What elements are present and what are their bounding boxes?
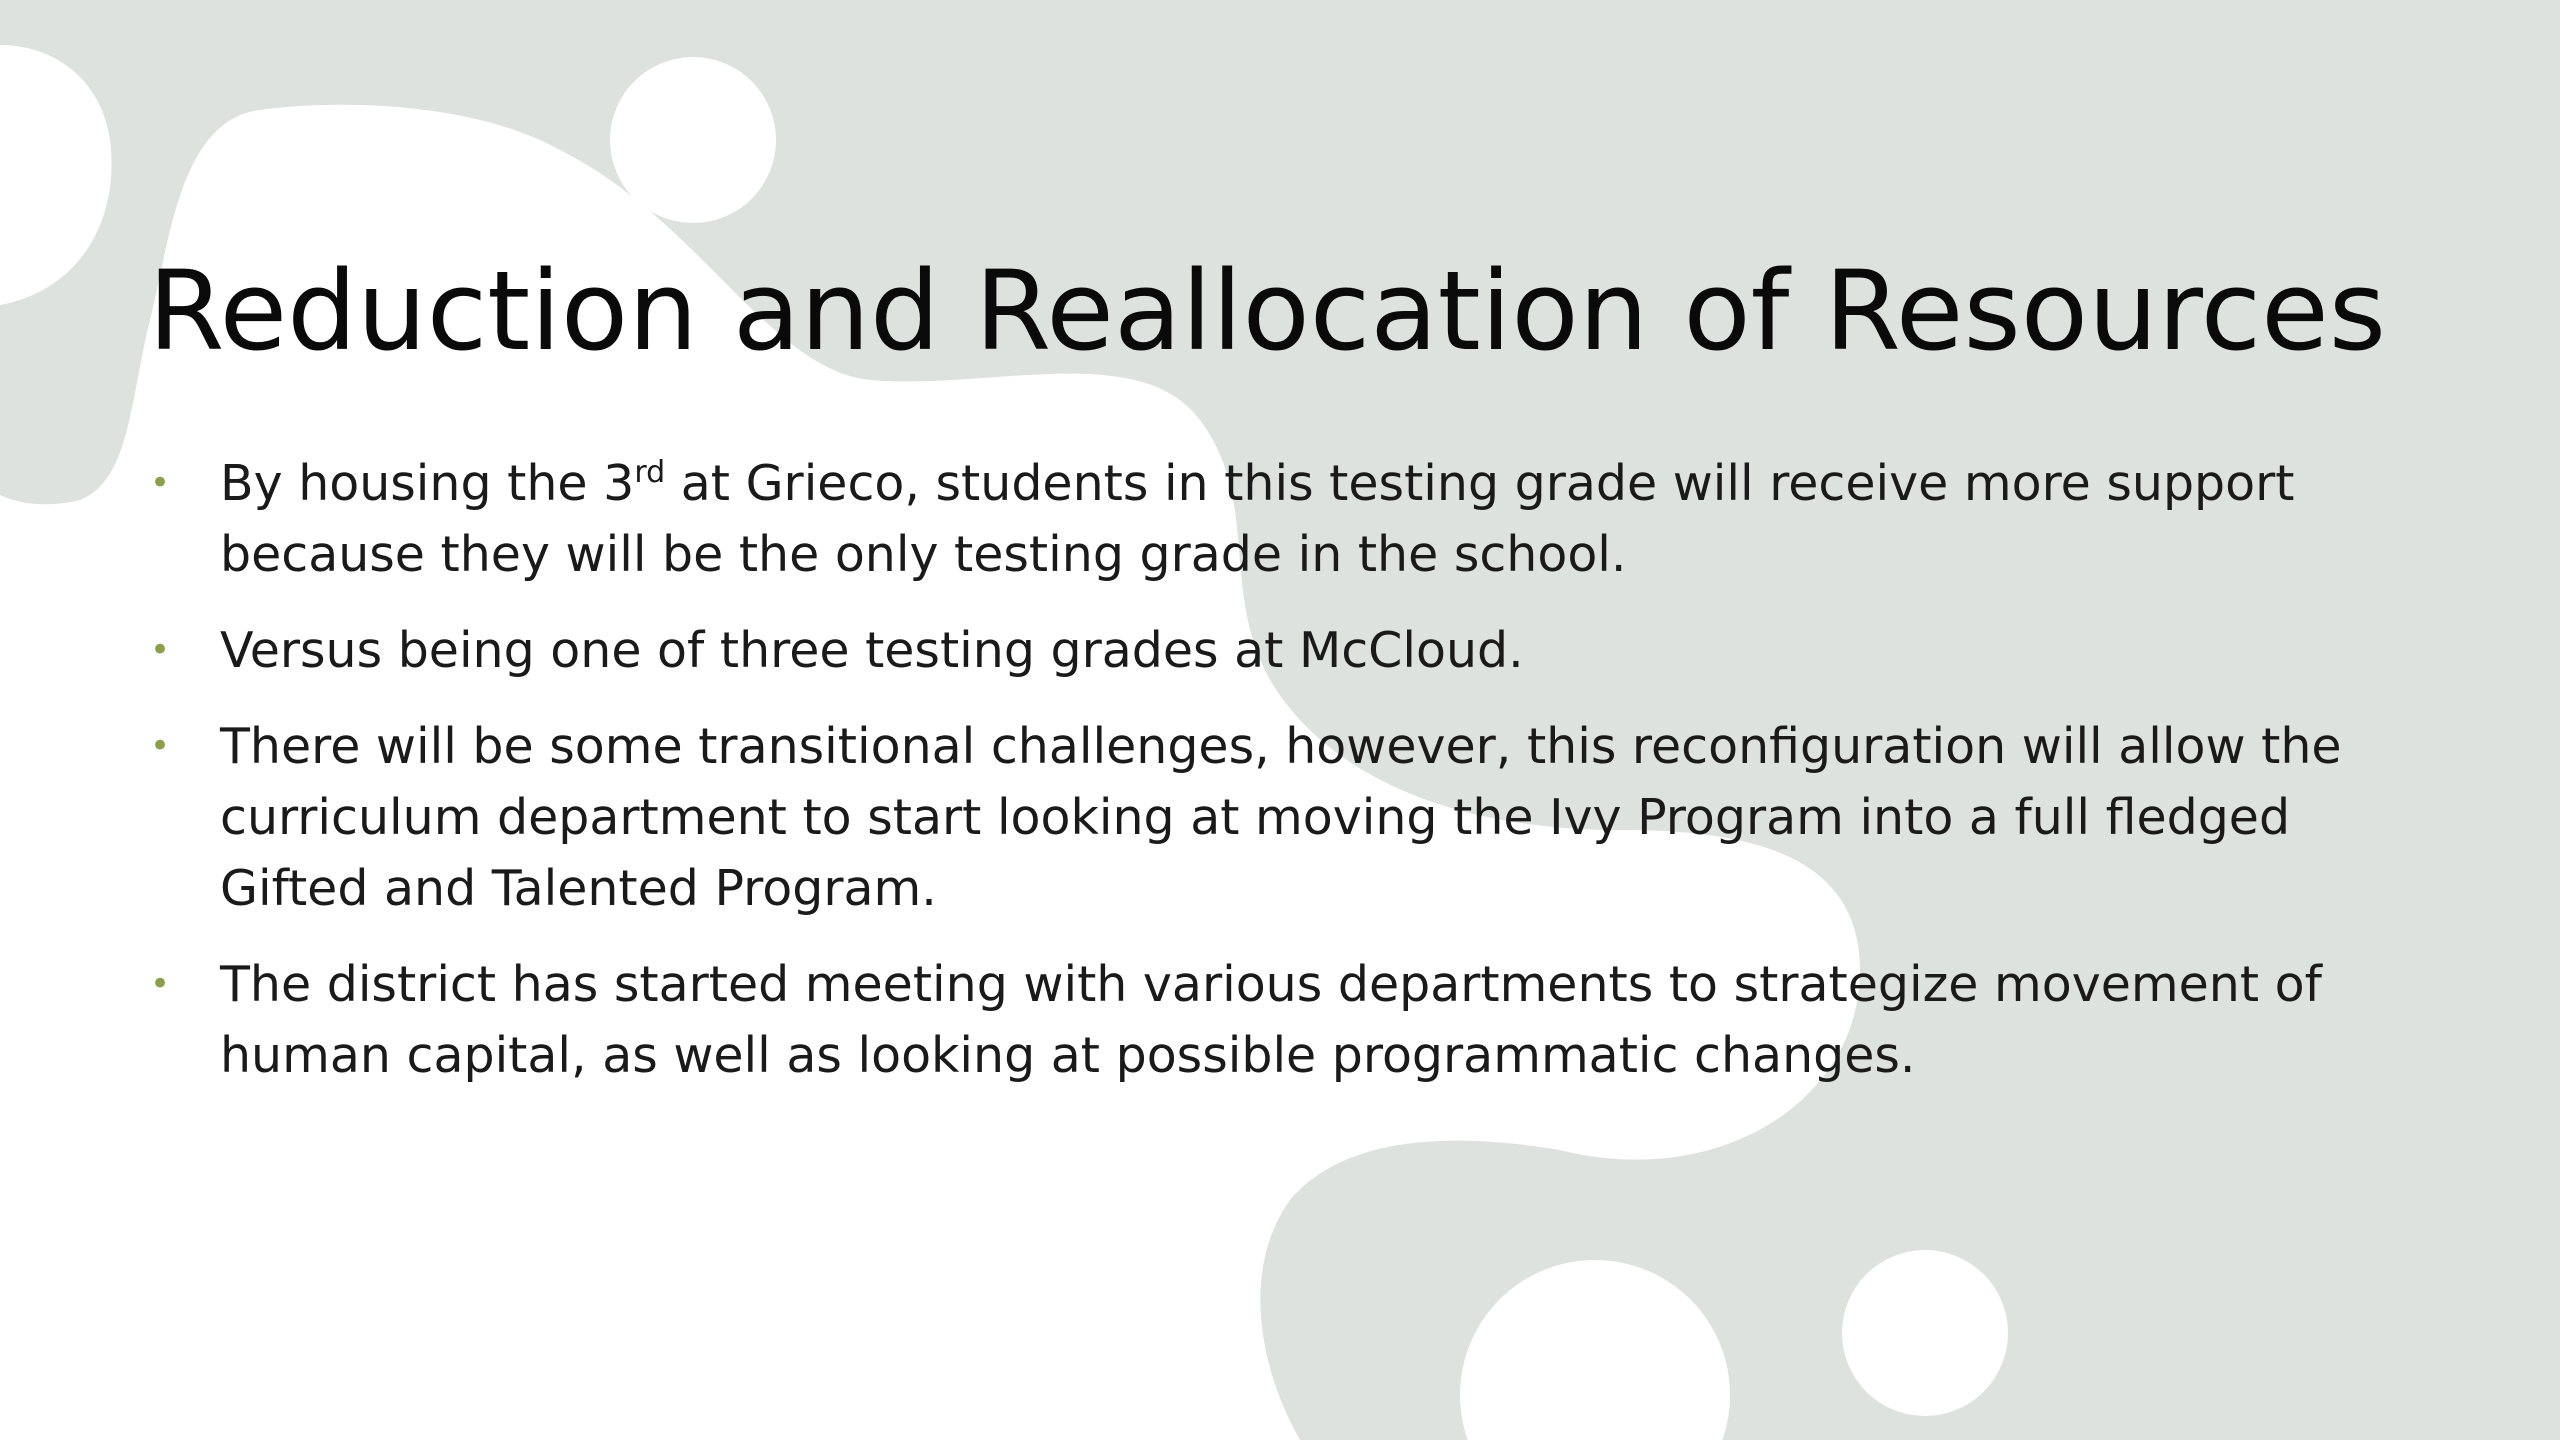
bullet-item bbox=[148, 448, 2438, 590]
bullet-item bbox=[148, 711, 2438, 924]
superscript-text: rd bbox=[634, 455, 666, 490]
slide-title: Reduction and Reallocation of Resources bbox=[148, 247, 2387, 375]
bullet-dot-icon: • bbox=[150, 463, 171, 503]
bullet-text: There will be some transitional challenges, however, this reconfiguration will allow the curriculum department to start looking at moving the Ivy Program into a full fledged Gifted and Talented Program. bbox=[220, 718, 2342, 917]
bullet-text: The district has started meeting with various departments to strategize movement of human capital, as well as looking at possible programmatic changes. bbox=[220, 956, 2322, 1084]
white-circle-top bbox=[610, 57, 776, 223]
bullet-text: By housing the 3rd at Grieco, students in this testing grade will receive more support because they will be the only testing grade in the school. bbox=[220, 455, 2295, 583]
bullet-dot-icon: • bbox=[150, 726, 171, 766]
bullet-dot-icon: • bbox=[150, 630, 171, 670]
bullet-dot-icon: • bbox=[150, 964, 171, 1004]
bullet-item bbox=[148, 615, 2438, 686]
bullet-item bbox=[148, 949, 2438, 1091]
white-circle-bottom-small bbox=[1842, 1250, 2008, 1416]
bullet-list bbox=[148, 448, 2438, 1116]
bullet-text: Versus being one of three testing grades at McCloud. bbox=[220, 622, 1524, 679]
